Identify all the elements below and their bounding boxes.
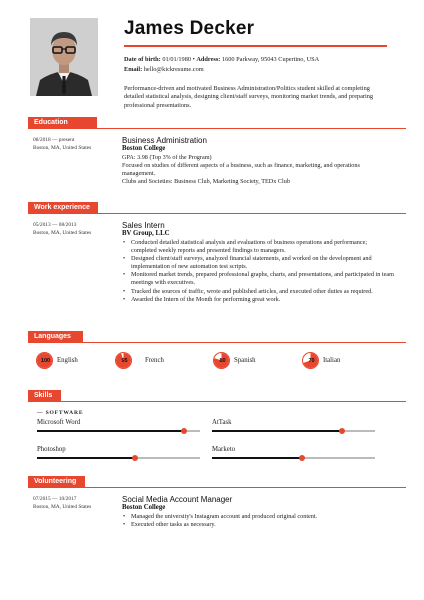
skill-level-fill [212,457,302,459]
experience-meta [33,222,91,237]
education-focus: Focused on studies of different aspects of a business, such as finance, marketing, and operations management. [122,162,360,178]
volunteering-bullets [122,513,394,529]
skill-name: Microsoft Word [37,419,81,426]
skill-level-bar [37,457,200,459]
language-level-gauge [302,352,319,369]
education-gpa: GPA: 3.98 (Top 3% of the Program) [122,154,212,161]
skill-level-fill [212,430,342,432]
skill-level-fill [37,430,184,432]
skill-level-marker [339,428,345,434]
language-level-value: 100 [40,358,51,364]
section-heading-education: Education [28,117,97,129]
section-rule-volunteering [28,487,406,488]
contact-line-1 [124,56,319,64]
list-item: • Tracked the sources of traffic, wrote and published articles, and executed other duties as required. [122,288,394,296]
language-level-gauge [213,352,230,369]
address-label: Address: [196,56,221,63]
skill-level-marker [299,455,305,461]
education-degree: Business Administration [122,136,207,145]
education-clubs: Clubs and Societies: Business Club, Marketing Society, TEDx Club [122,178,290,186]
list-item: • Conducted detailed statistical analysis and evaluations of business operations and performance; completed weekly reports and presented findings to managers. [122,239,394,255]
section-heading-experience: Work experience [28,202,98,214]
list-item: • Designed client/staff surveys, analyzed financial statements, and worked on the development and implementation of new automation test scripts. [122,255,394,271]
education-details [122,154,392,186]
section-rule-education [28,128,406,129]
profile-photo [30,18,98,96]
dob-value: 01/01/1980 [162,56,191,63]
language-name: French [145,357,164,364]
list-item: • Awarded the Intern of the Month for performing great work. [122,296,394,304]
volunteering-dates: 07/2015 — 10/2017 [33,496,77,502]
email-label: Email: [124,66,143,73]
volunteering-location: Boston, MA, United States [33,503,92,510]
skill-level-bar [212,430,375,432]
language-level-value: 80 [219,358,226,364]
language-level-value: 70 [308,358,315,364]
experience-location: Boston, MA, United States [33,229,92,236]
contact-line-2 [124,66,204,74]
skill-name: Marketo [212,446,236,453]
section-rule-experience [28,213,406,214]
experience-company: BV Group, LLC [122,230,170,237]
experience-bullets [122,239,394,304]
education-location: Boston, MA, United States [33,144,92,151]
list-item: • Executed other tasks as necessary. [122,521,394,529]
education-school: Boston College [122,145,166,152]
address-value: 1600 Parkway, 95043 Cupertino, USA [221,56,320,63]
section-heading-languages: Languages [28,331,83,343]
name-underline [124,45,387,47]
experience-role: Sales Intern [122,221,165,230]
skill-level-bar [212,457,375,459]
language-name: Spanish [234,357,256,364]
language-name: Italian [323,357,341,364]
education-meta [33,137,91,152]
candidate-name: James Decker [124,18,255,39]
volunteering-meta [33,496,91,511]
education-dates: 08/2018 — present [33,137,75,143]
section-heading-skills: Skills [28,390,61,402]
contact-separator: • [192,56,195,63]
skill-level-fill [37,457,135,459]
list-item: • Monitored market trends, prepared professional graphs, charts, and presentations, and participated in team meetings with executives. [122,271,394,287]
section-rule-skills [28,401,406,402]
language-level-gauge [115,352,132,369]
skill-level-marker [181,428,187,434]
language-name: English [57,357,78,364]
skill-level-marker [132,455,138,461]
language-level-gauge [36,352,53,369]
experience-dates: 05/2013 — 08/2013 [33,222,77,228]
dob-label: Date of birth: [124,56,161,63]
volunteering-role: Social Media Account Manager [122,495,233,504]
list-item: • Managed the university's Instagram account and produced original content. [122,513,394,521]
section-heading-volunteering: Volunteering [28,476,85,488]
skill-name: AtTask [212,419,232,426]
section-rule-languages [28,342,406,343]
language-level-value: 95 [121,358,128,364]
email-value[interactable]: hello@kickresume.com [143,66,204,73]
volunteering-org: Boston College [122,504,166,511]
skill-category-software: — SOFTWARE [37,410,84,416]
skill-level-bar [37,430,200,432]
skill-name: Photoshop [37,446,66,453]
profile-summary: Performance-driven and motivated Business Administration/Politics student skilled at completing detailed statistical analysis, designing client/staff surveys, monitoring market trends, and preparing professional presentations. [124,85,374,109]
